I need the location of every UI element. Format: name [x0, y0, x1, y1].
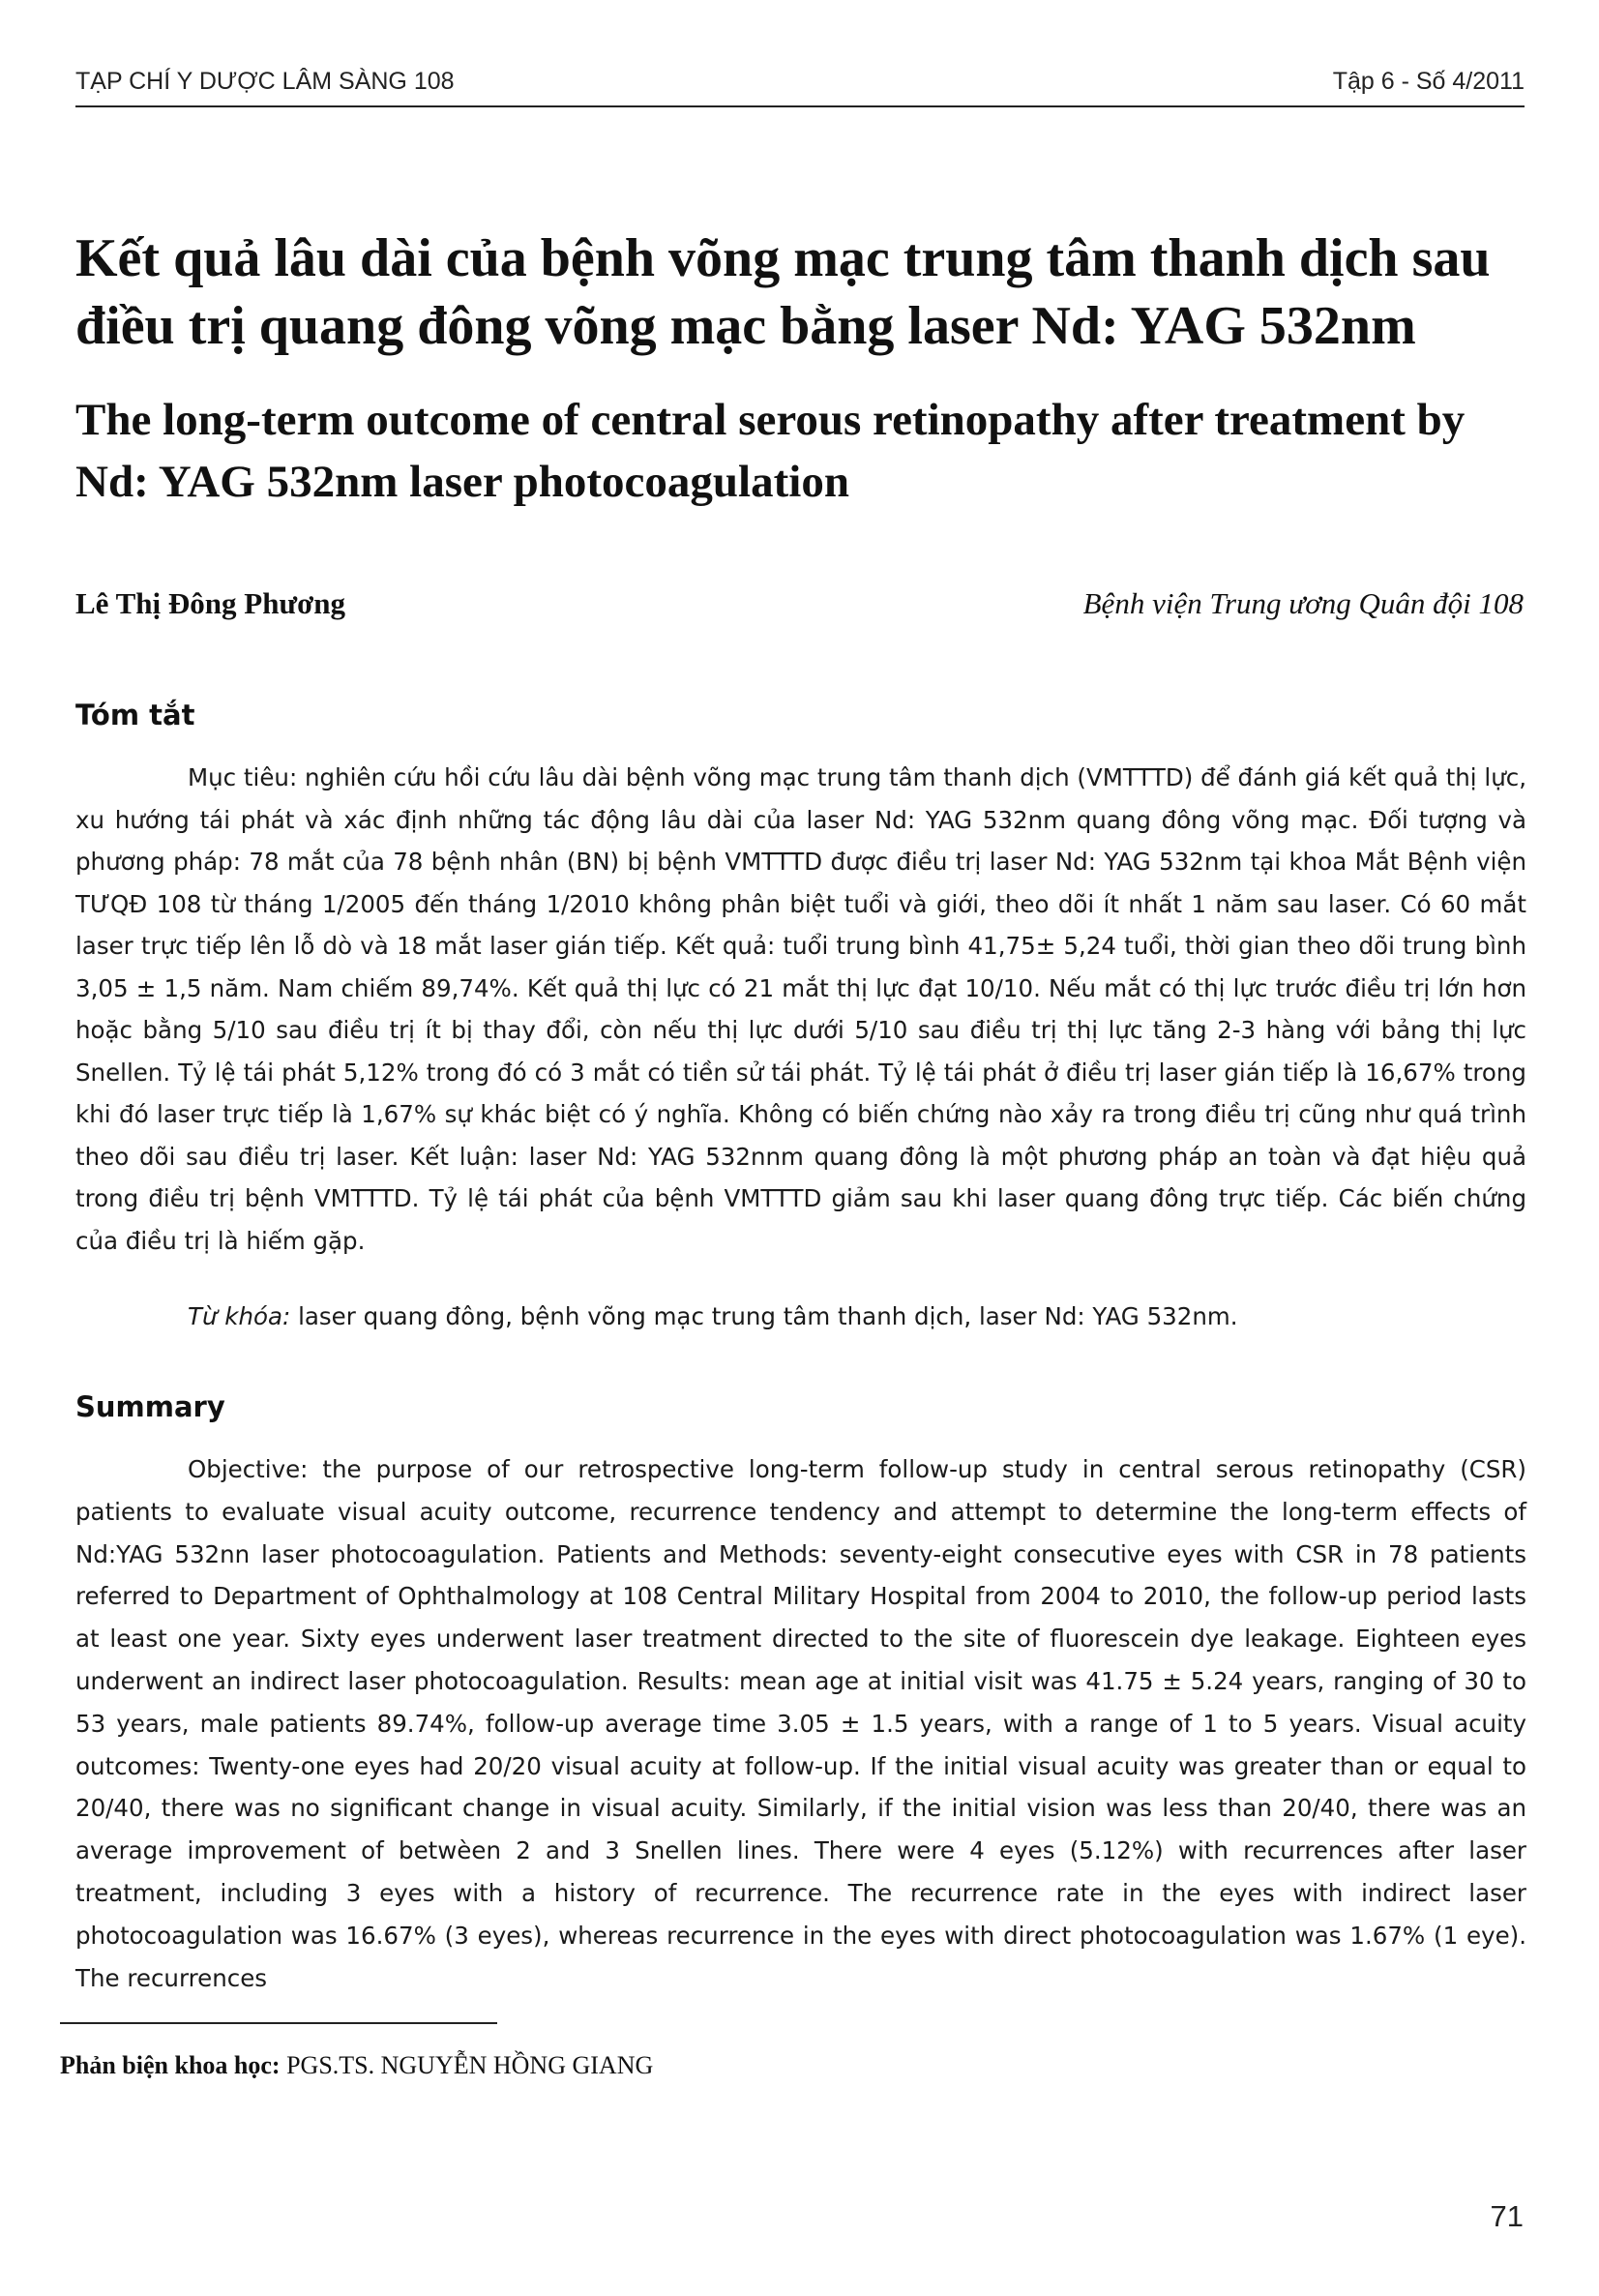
- running-head: [75, 68, 1525, 107]
- issue-number: Tập 6 - Số 4/2011: [1332, 68, 1525, 95]
- footnote-text: PGS.TS. NGUYỄN HỒNG GIANG: [286, 2051, 654, 2079]
- author-name: Lê Thị Đông Phương: [75, 586, 345, 620]
- abstract-en-heading: Summary: [75, 1390, 225, 1423]
- footnote-reviewer: [60, 2051, 653, 2080]
- abstract-vi-body: Mục tiêu: nghiên cứu hồi cứu lâu dài bệnh võng mạc trung tâm thanh dịch (VMTTTD) để đánh giá kết quả thị lực, xu hướng tái phát và xác định những tác động lâu dài của laser Nd: YAG 532nm quang đông võng mạc. Đối tượng và phương pháp: 78 mắt của 78 bệnh nhân (BN) bị bệnh VMTTTD được điều trị laser Nd: YAG 532nm tại khoa Mắt Bệnh viện TƯQĐ 108 từ tháng 1/2005 đến tháng 1/2010 không phân biệt tuổi và giới, theo dõi ít nhất 1 năm sau laser. Có 60 mắt laser trực tiếp lên lỗ dò và 18 mắt laser gián tiếp. Kết quả: tuổi trung bình 41,75± 5,24 tuổi, thời gian theo dõi trung bình 3,05 ± 1,5 năm. Nam chiếm 89,74%. Kết quả thị lực có 21 mắt thị lực đạt 10/10. Nếu mắt có thị lực trước điều trị lớn hơn hoặc bằng 5/10 sau điều trị ít bị thay đổi, còn nếu thị lực dưới 5/10 sau điều trị thị lực tăng 2-3 hàng với bảng thị lực Snellen. Tỷ lệ tái phát 5,12% trong đó có 3 mắt có tiền sử tái phát. Tỷ lệ tái phát ở điều trị laser gián tiếp là 16,67% trong khi đó laser trực tiếp là 1,67% sự khác biệt có ý nghĩa. Không có biến chứng nào xảy ra trong điều trị cũng như quá trình theo dõi sau điều trị laser. Kết luận: laser Nd: YAG 532nnm quang đông là một phương pháp an toàn và đạt hiệu quả trong điều trị bệnh VMTTTD. Tỷ lệ tái phát của bệnh VMTTTD giảm sau khi laser quang đông trực tiếp. Các biến chứng của điều trị là hiếm gặp.: [75, 763, 1526, 1255]
- title-vietnamese: Kết quả lâu dài của bệnh võng mạc trung tâm thanh dịch sau điều trị quang đông võng mạc bằng laser Nd: YAG 532nm: [75, 228, 1491, 356]
- title-english: The long-term outcome of central serous retinopathy after treatment by Nd: YAG 532nm laser photocoagulation: [75, 395, 1466, 507]
- journal-name: TẠP CHÍ Y DƯỢC LÂM SÀNG 108: [75, 68, 455, 95]
- abstract-en-body: Objective: the purpose of our retrospective long-term follow-up study in central serous retinopathy (CSR) patients to evaluate visual acuity outcome, recurrence tendency and attempt to determine the long-term effects of Nd:YAG 532nn laser photocoagulation. Patients and Methods: seventy-eight consecutive eyes with CSR in 78 patients referred to Department of Ophthalmology at 108 Central Military Hospital from 2004 to 2010, the follow-up period lasts at least one year. Sixty eyes underwent laser treatment directed to the site of fluorescein dye leakage. Eighteen eyes underwent an indirect laser photocoagulation. Results: mean age at initial visit was 41.75 ± 5.24 years, ranging of 30 to 53 years, male patients 89.74%, follow-up average time 3.05 ± 1.5 years, with a range of 1 to 5 years. Visual acuity outcomes: Twenty-one eyes had 20/20 visual acuity at follow-up. If the initial visual acuity was greater than or equal to 20/40, there was no significant change in visual acuity. Similarly, if the initial vision was less than 20/40, there was an average improvement of betwèen 2 and 3 Snellen lines. There were 4 eyes (5.12%) with recurrences after laser treatment, including 3 eyes with a history of recurrence. The recurrence rate in the eyes with indirect laser photocoagulation was 16.67% (3 eyes), whereas recurrence in the eyes with direct photocoagulation was 1.67% (1 eye). The recurrences: [75, 1455, 1526, 1992]
- page-number: 71: [1490, 2199, 1524, 2233]
- footnote-divider: [60, 2022, 497, 2024]
- keywords-label: Từ khóa:: [188, 1302, 291, 1330]
- footnote-label: Phản biện khoa học:: [60, 2051, 281, 2079]
- author-affiliation: Bệnh viện Trung ương Quân đội 108: [1082, 586, 1524, 620]
- keywords-text: laser quang đông, bệnh võng mạc trung tâm thanh dịch, laser Nd: YAG 532nm.: [298, 1302, 1238, 1330]
- abstract-vi-heading: Tóm tắt: [75, 699, 195, 731]
- keywords-line: [188, 1296, 1238, 1337]
